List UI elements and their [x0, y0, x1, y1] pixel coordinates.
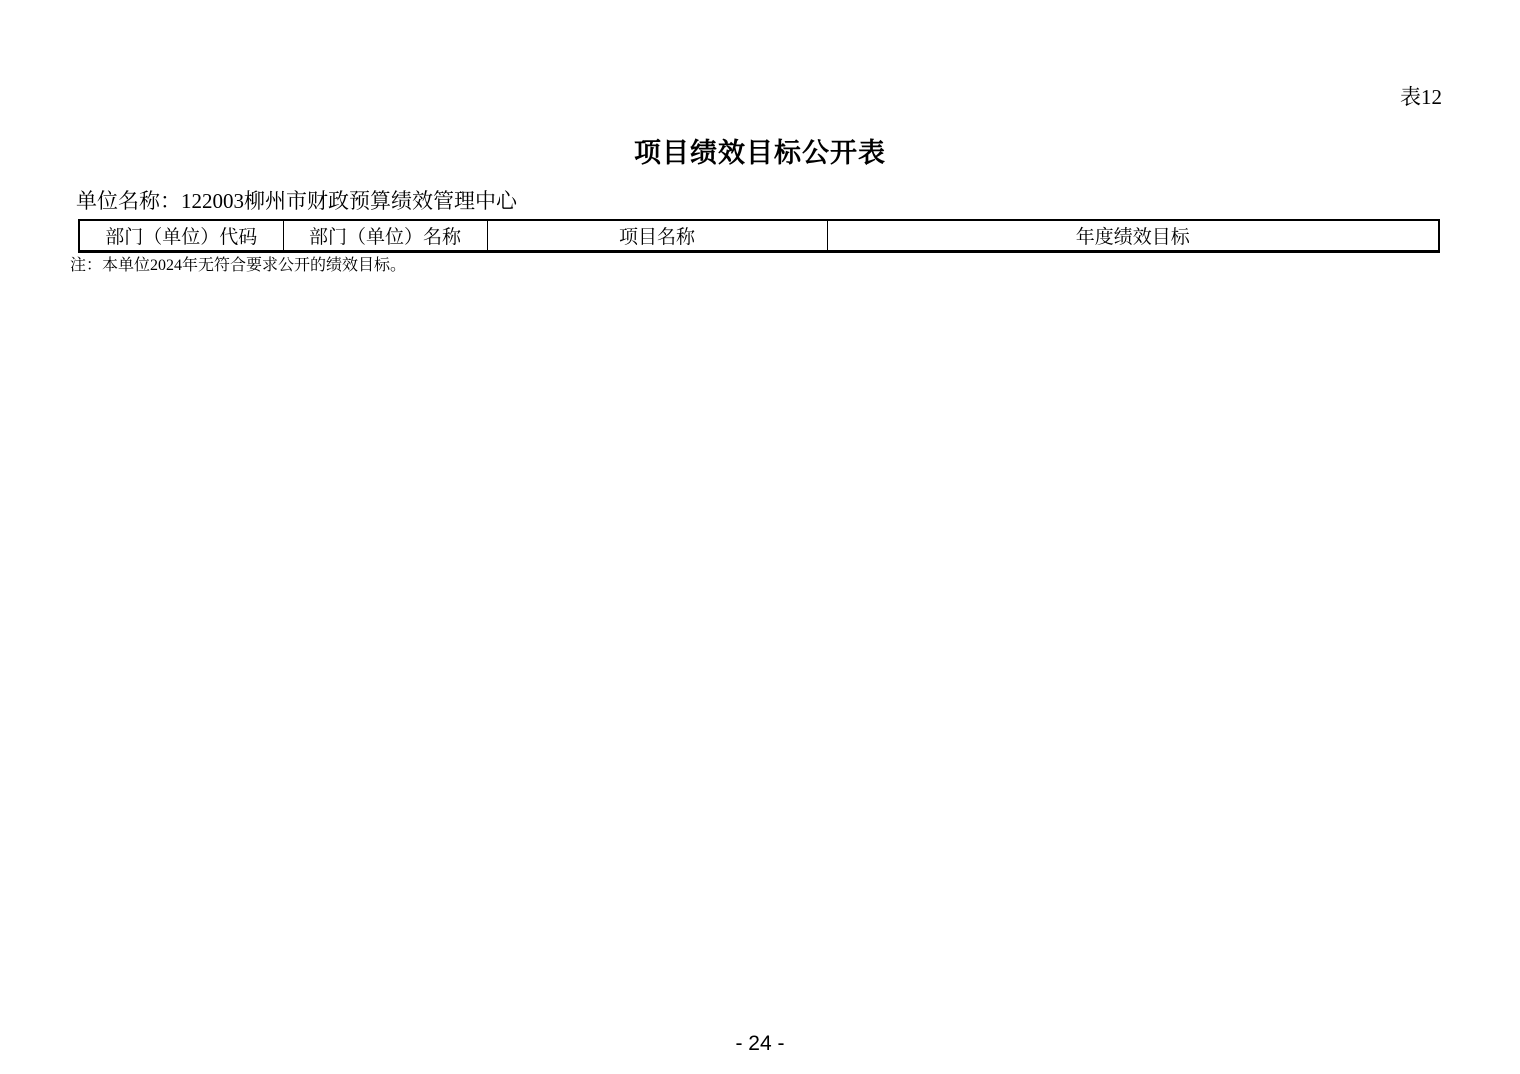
performance-target-table: [78, 219, 1440, 253]
header-cell-unit-name: 部门（单位）名称: [283, 220, 487, 252]
page-number: - 24 -: [735, 1032, 785, 1055]
footnote: 注：本单位2024年无符合要求公开的绩效目标。: [70, 257, 407, 274]
table-header-row: [79, 220, 1439, 252]
unit-name-label: 单位名称：: [76, 189, 181, 213]
header-cell-project-name: 项目名称: [487, 220, 827, 252]
table-number-label: 表12: [1400, 85, 1442, 109]
header-cell-annual-target: 年度绩效目标: [827, 220, 1439, 252]
unit-name-value: 122003柳州市财政预算绩效管理中心: [181, 189, 517, 213]
header-cell-unit-code: 部门（单位）代码: [79, 220, 283, 252]
page-title: 项目绩效目标公开表: [634, 138, 886, 168]
unit-name-line: [76, 188, 517, 215]
